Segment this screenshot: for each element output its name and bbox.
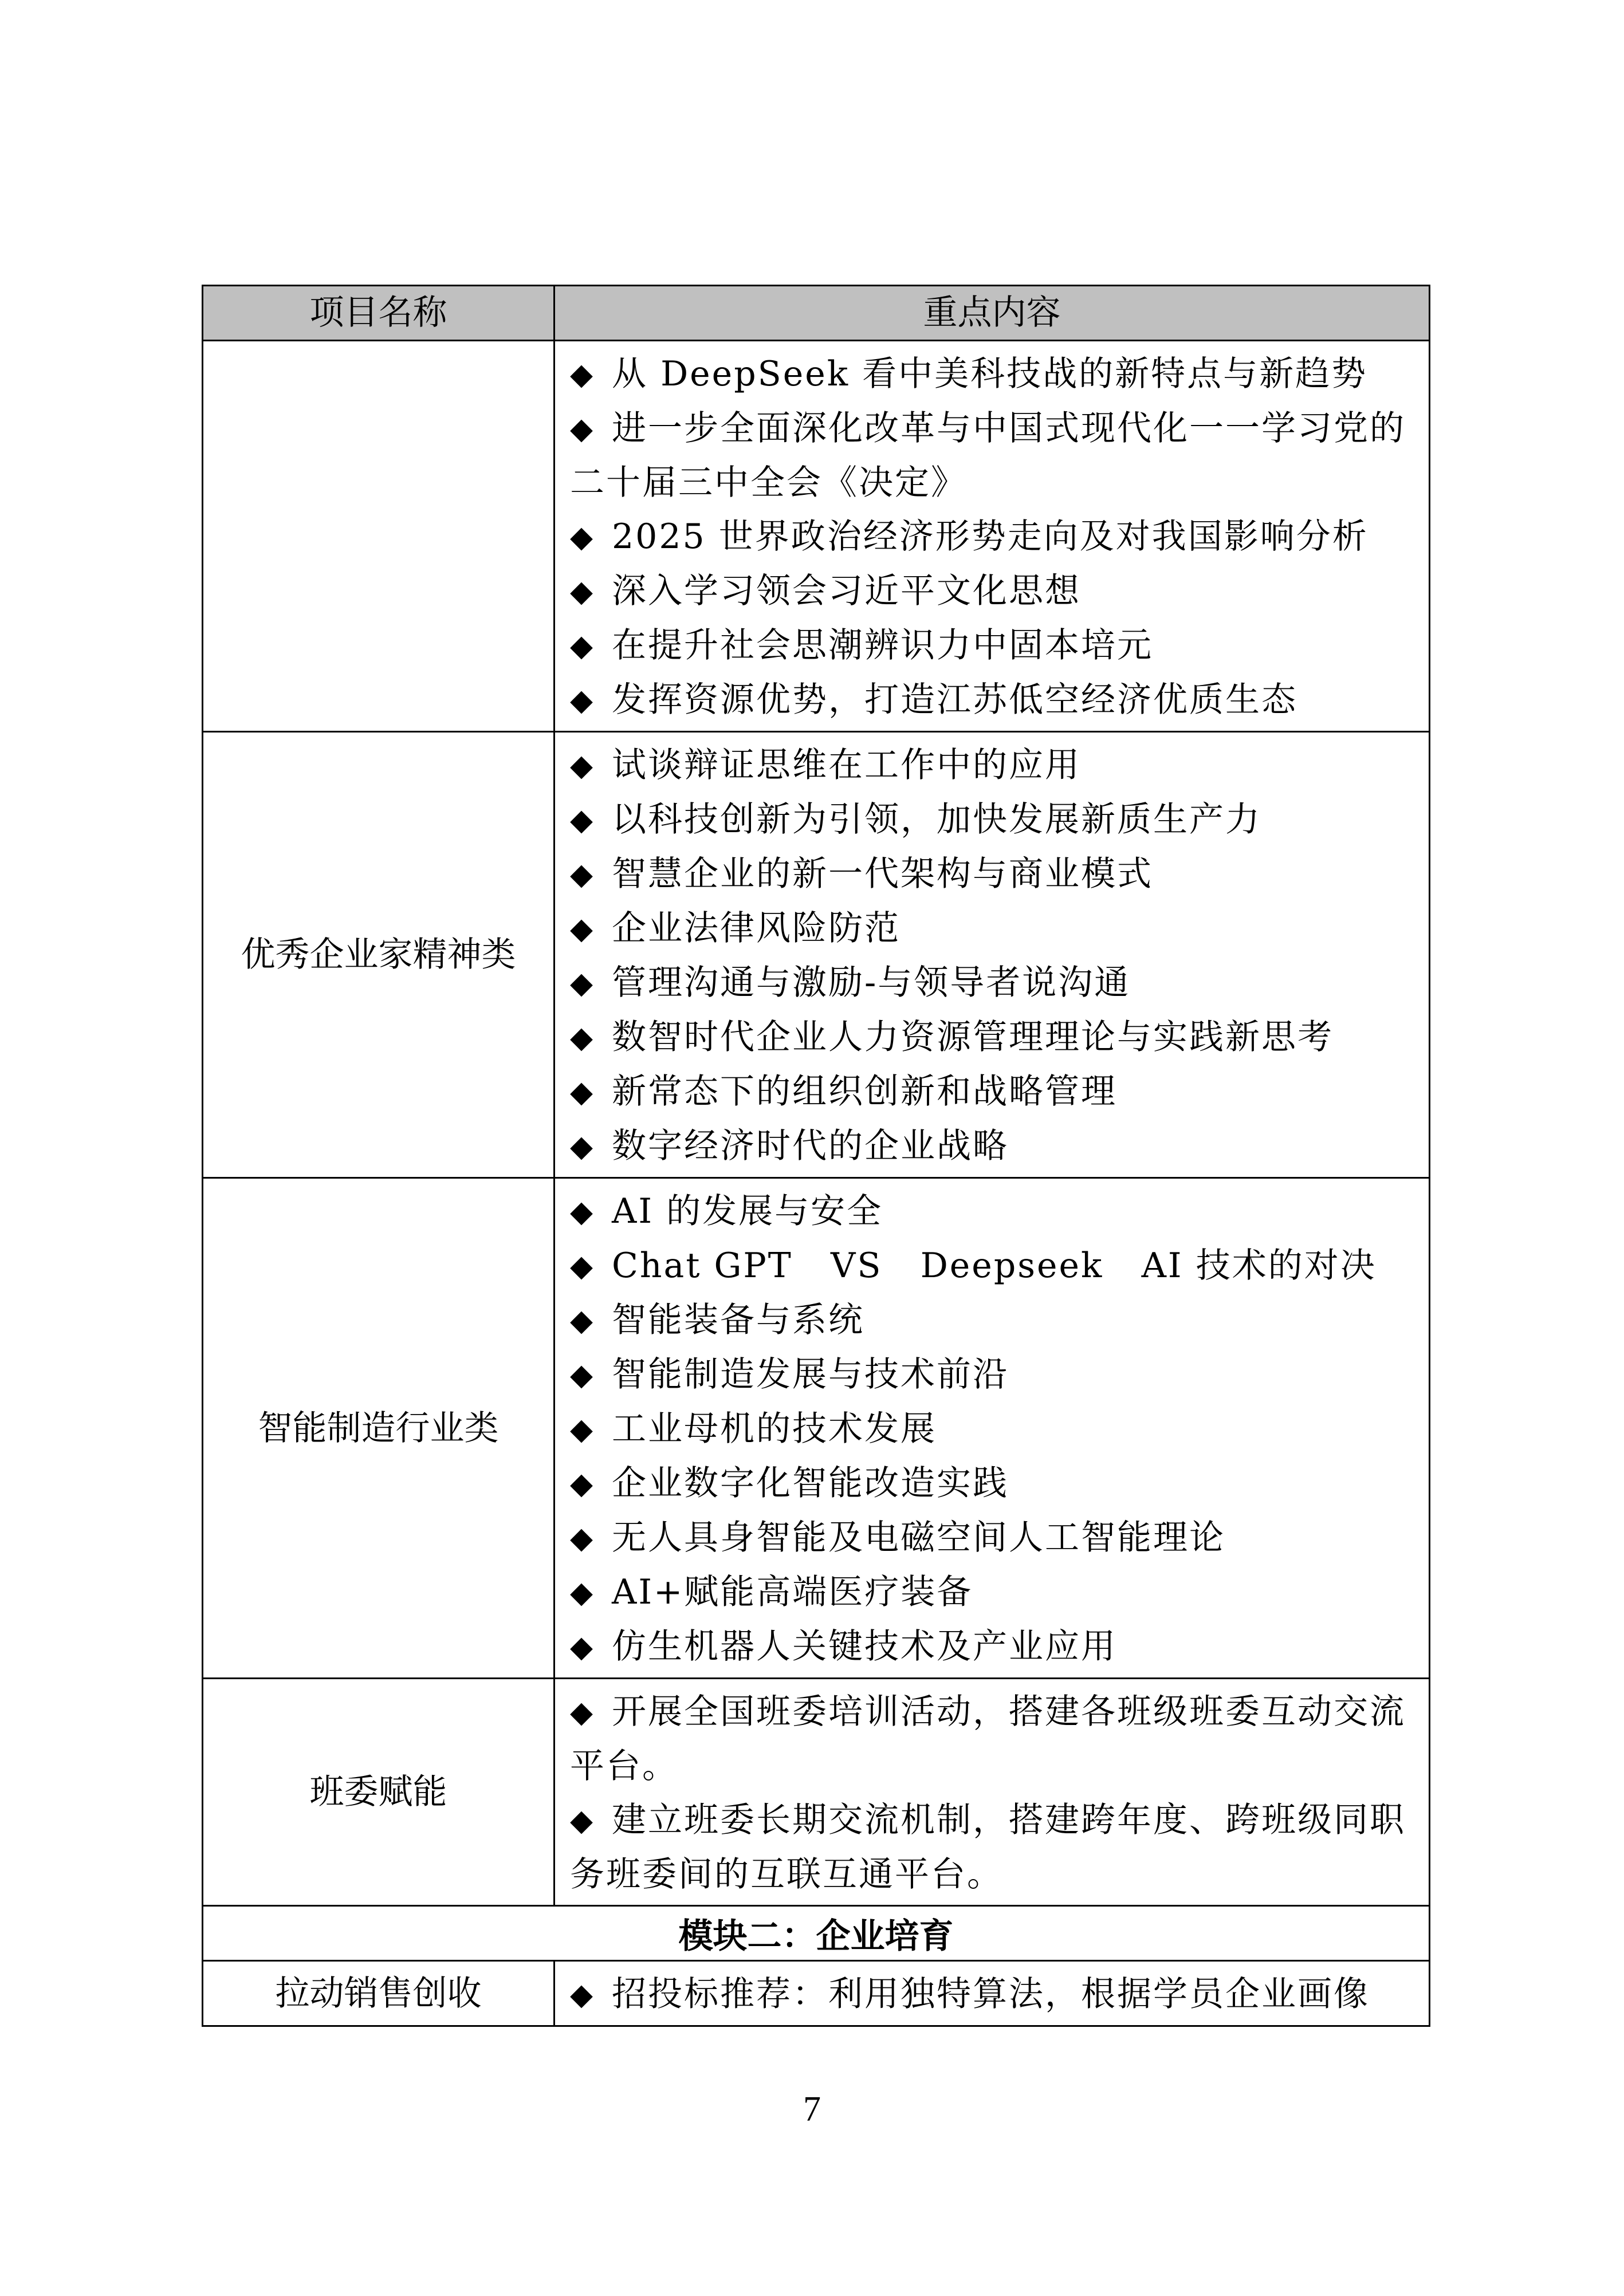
list-item <box>570 1065 1415 1119</box>
list-item <box>570 1293 1415 1348</box>
list-item <box>570 1119 1415 1173</box>
list-item <box>570 1967 1415 2022</box>
list-item-text: 在提升社会思潮辨识力中固本培元 <box>612 625 1153 665</box>
list-item <box>570 1685 1415 1793</box>
list-item <box>570 347 1415 401</box>
row-content-cell <box>555 1679 1430 1906</box>
diamond-bullet-icon: ◆ <box>570 357 595 392</box>
diamond-bullet-icon: ◆ <box>570 1075 595 1109</box>
row-content-cell <box>555 341 1430 732</box>
diamond-bullet-icon: ◆ <box>570 1249 595 1283</box>
list-item <box>570 793 1415 847</box>
list-item-text: 试谈辩证思维在工作中的应用 <box>612 745 1081 785</box>
list-item-text: 开展全国班委培训活动，搭建各班级班委互动交流平台。 <box>570 1692 1406 1786</box>
list-item <box>570 1348 1415 1402</box>
diamond-bullet-icon: ◆ <box>570 1195 595 1229</box>
list-item-text: 工业母机的技术发展 <box>612 1409 937 1449</box>
list-item-text: 无人具身智能及电磁空间人工智能理论 <box>612 1518 1225 1558</box>
diamond-bullet-icon: ◆ <box>570 1576 595 1610</box>
diamond-bullet-icon: ◆ <box>570 749 595 783</box>
list-item-text: 仿生机器人关键技术及产业应用 <box>612 1627 1117 1667</box>
list-item <box>570 1402 1415 1456</box>
table-header-row <box>203 286 1430 341</box>
list-item <box>570 401 1415 510</box>
list-item-text: 2025 世界政治经济形势走向及对我国影响分析 <box>612 517 1369 557</box>
row-content-cell <box>555 1961 1430 2026</box>
diamond-bullet-icon: ◆ <box>570 857 595 892</box>
list-item-text: Chat GPT VS Deepseek AI 技术的对决 <box>612 1246 1377 1286</box>
diamond-bullet-icon: ◆ <box>570 1803 595 1838</box>
list-item <box>570 847 1415 901</box>
header-project-name: 项目名称 <box>203 286 555 341</box>
diamond-bullet-icon: ◆ <box>570 520 595 554</box>
section-title: 模块二：企业培育 <box>203 1906 1430 1961</box>
table-row <box>203 732 1430 1178</box>
diamond-bullet-icon: ◆ <box>570 412 595 446</box>
list-item-text: 以科技创新为引领，加快发展新质生产力 <box>612 800 1261 840</box>
diamond-bullet-icon: ◆ <box>570 1467 595 1501</box>
list-item <box>570 1456 1415 1511</box>
list-item <box>570 1184 1415 1239</box>
list-item <box>570 1010 1415 1065</box>
list-item <box>570 1511 1415 1565</box>
diamond-bullet-icon: ◆ <box>570 574 595 609</box>
list-item <box>570 619 1415 673</box>
page-number: 7 <box>803 2090 821 2129</box>
list-item <box>570 1620 1415 1674</box>
list-item-text: 发挥资源优势，打造江苏低空经济优质生态 <box>612 680 1297 720</box>
list-item-text: 深入学习领会习近平文化思想 <box>612 571 1081 611</box>
list-item <box>570 510 1415 564</box>
list-item <box>570 738 1415 793</box>
row-name-cell: 优秀企业家精神类 <box>203 732 555 1178</box>
table-row <box>203 1178 1430 1679</box>
diamond-bullet-icon: ◆ <box>570 1021 595 1055</box>
diamond-bullet-icon: ◆ <box>570 683 595 718</box>
diamond-bullet-icon: ◆ <box>570 1129 595 1164</box>
row-name-cell: 拉动销售创收 <box>203 1961 555 2026</box>
section-row <box>203 1906 1430 1961</box>
list-item-text: 数字经济时代的企业战略 <box>612 1126 1009 1166</box>
diamond-bullet-icon: ◆ <box>570 912 595 946</box>
list-item-text: 企业数字化智能改造实践 <box>612 1463 1009 1503</box>
list-item-text: 建立班委长期交流机制，搭建跨年度、跨班级同职务班委间的互联互通平台。 <box>570 1800 1406 1895</box>
list-item-text: 招投标推荐：利用独特算法，根据学员企业画像 <box>612 1974 1370 2014</box>
diamond-bullet-icon: ◆ <box>570 966 595 1001</box>
diamond-bullet-icon: ◆ <box>570 1358 595 1392</box>
list-item-text: AI+赋能高端医疗装备 <box>612 1572 973 1612</box>
list-item-text: 智能制造发展与技术前沿 <box>612 1354 1009 1395</box>
list-item <box>570 1793 1415 1901</box>
diamond-bullet-icon: ◆ <box>570 1303 595 1338</box>
content-table <box>202 285 1430 2027</box>
list-item <box>570 901 1415 956</box>
list-item <box>570 1565 1415 1620</box>
table-row <box>203 341 1430 732</box>
row-name-cell <box>203 341 555 732</box>
row-name-cell: 班委赋能 <box>203 1679 555 1906</box>
diamond-bullet-icon: ◆ <box>570 1978 595 2012</box>
diamond-bullet-icon: ◆ <box>570 803 595 837</box>
diamond-bullet-icon: ◆ <box>570 1630 595 1664</box>
list-item-text: 企业法律风险防范 <box>612 908 901 948</box>
diamond-bullet-icon: ◆ <box>570 1695 595 1730</box>
list-item-text: 智能装备与系统 <box>612 1300 864 1340</box>
diamond-bullet-icon: ◆ <box>570 1412 595 1447</box>
header-key-content: 重点内容 <box>555 286 1430 341</box>
list-item <box>570 956 1415 1010</box>
list-item-text: 新常态下的组织创新和战略管理 <box>612 1072 1117 1112</box>
row-content-cell <box>555 732 1430 1178</box>
list-item-text: AI 的发展与安全 <box>612 1191 883 1231</box>
diamond-bullet-icon: ◆ <box>570 629 595 663</box>
list-item-text: 智慧企业的新一代架构与商业模式 <box>612 854 1153 894</box>
list-item-text: 进一步全面深化改革与中国式现代化一一学习党的二十届三中全会《决定》 <box>570 408 1406 503</box>
list-item-text: 从 DeepSeek 看中美科技战的新特点与新趋势 <box>612 354 1368 394</box>
table-row <box>203 1679 1430 1906</box>
list-item-text: 管理沟通与激励-与领导者说沟通 <box>612 963 1131 1003</box>
list-item <box>570 564 1415 619</box>
list-item <box>570 1239 1415 1293</box>
table-row <box>203 1961 1430 2026</box>
list-item <box>570 673 1415 727</box>
diamond-bullet-icon: ◆ <box>570 1521 595 1555</box>
row-content-cell <box>555 1178 1430 1679</box>
row-name-cell: 智能制造行业类 <box>203 1178 555 1679</box>
list-item-text: 数智时代企业人力资源管理理论与实践新思考 <box>612 1017 1334 1057</box>
